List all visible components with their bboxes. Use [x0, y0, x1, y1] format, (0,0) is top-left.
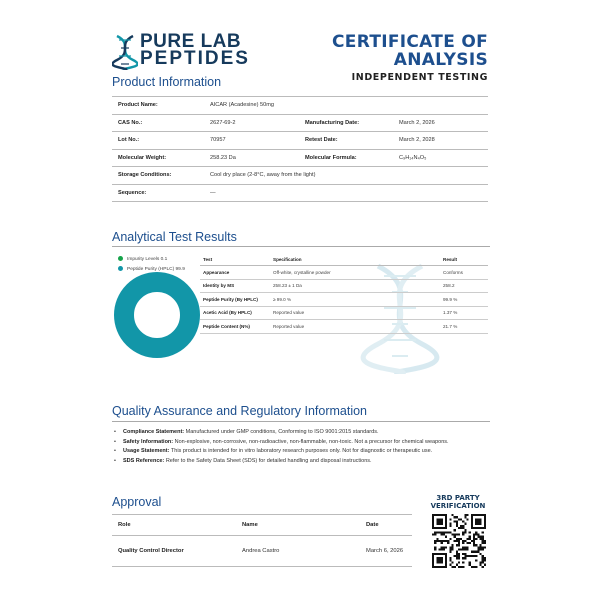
table-row — [112, 167, 488, 185]
test-name: Acetic Acid (By HPLC) — [200, 306, 270, 320]
qa-item-text: Refer to the Safety Data Sheet (SDS) for detailed handling and disposal instructions. — [165, 457, 372, 464]
test-result: 258.2 — [440, 279, 488, 293]
qa-item-label: Compliance Statement: — [123, 429, 185, 435]
test-name: Peptide Purity (By HPLC) — [200, 293, 270, 307]
storage-label: Storage Conditions: — [112, 167, 204, 185]
sequence-label: Sequence: — [112, 184, 204, 202]
table-row — [112, 184, 488, 202]
lot-label: Lot No.: — [112, 132, 204, 150]
mw-label: Molecular Weight: — [112, 149, 204, 167]
approval-date: March 6, 2026 — [360, 536, 412, 567]
test-result: Conforms — [440, 266, 488, 280]
test-spec: 258.23 ± 1 Da — [270, 279, 440, 293]
col-header-name: Name — [236, 515, 360, 536]
mw-value: 258.23 Da — [204, 149, 299, 167]
col-header-date: Date — [360, 515, 412, 536]
test-name: Appearance — [200, 266, 270, 280]
donut-slice-purity — [124, 282, 190, 348]
table-row — [112, 114, 488, 132]
analytical-results-table — [200, 254, 488, 334]
legend-dot-impurity — [118, 256, 123, 261]
test-spec: Reported value — [270, 320, 440, 334]
qa-item-label: Usage Statement: — [123, 448, 170, 455]
qa-item-text: Manufactured under GMP conditions, Conforming to ISO 9001:2015 standards. — [185, 429, 379, 435]
purity-donut-chart — [114, 272, 200, 358]
table-row — [200, 279, 488, 293]
product-section-title: Product Information — [112, 75, 222, 89]
test-result: 99.9 % — [440, 293, 488, 307]
test-name: Identity by MS — [200, 279, 270, 293]
storage-value: Cool dry place (2-8°C, away from the light) — [204, 167, 488, 185]
verify-line2: VERIFICATION — [430, 502, 486, 510]
qa-list — [112, 428, 490, 466]
table-row — [112, 97, 488, 115]
title-line1: CERTIFICATE OF — [332, 32, 488, 52]
table-row — [112, 149, 488, 167]
product-name-value: AICAR (Acadesine) 50mg — [204, 97, 488, 115]
qa-item-text: This product is intended for in vitro laboratory research purposes only. Not for diagnostic or therapeutic use. — [170, 448, 433, 455]
col-header-result: Result — [440, 254, 488, 266]
verification-label — [428, 494, 488, 510]
qr-code-icon[interactable] — [432, 514, 486, 568]
approver-role: Quality Control Director — [112, 536, 236, 567]
product-name-label: Product Name: — [112, 97, 204, 115]
approval-table — [112, 514, 412, 567]
table-header-row — [112, 515, 412, 536]
verify-line1: 3RD PARTY — [436, 494, 480, 502]
document-subtitle: INDEPENDENT TESTING — [351, 72, 488, 83]
table-header-row — [200, 254, 488, 266]
table-row — [200, 306, 488, 320]
document-title — [332, 33, 488, 69]
list-item — [112, 438, 490, 447]
section-divider — [112, 421, 490, 422]
test-name: Peptide Content (N%) — [200, 320, 270, 334]
analytical-section-title: Analytical Test Results — [112, 230, 237, 244]
qa-item-text: Non-explosive, non-corrosive, non-radioactive, non-flammable, non-toxic. Not a precursor for chemical weapons. — [174, 438, 449, 445]
test-spec: Off-white, crystalline powder — [270, 266, 440, 280]
legend-label-purity: Peptide Purity (HPLC) 99.9 — [127, 267, 185, 272]
qa-item-label: SDS Reference: — [123, 457, 165, 464]
mfg-date-value: March 2, 2026 — [393, 114, 488, 132]
table-row — [200, 293, 488, 307]
lot-value: 70957 — [204, 132, 299, 150]
formula-label: Molecular Formula: — [299, 149, 393, 167]
col-header-role: Role — [112, 515, 236, 536]
formula-value: C₉H₁₄N₄O₅ — [393, 149, 488, 167]
list-item — [112, 428, 490, 437]
qa-item-label: Safety Information: — [123, 438, 174, 445]
table-row — [200, 320, 488, 334]
list-item — [112, 447, 490, 456]
qa-section-title: Quality Assurance and Regulatory Information — [112, 404, 367, 418]
cas-label: CAS No.: — [112, 114, 204, 132]
table-row — [112, 536, 412, 567]
legend-item — [118, 255, 185, 265]
test-spec: Reported value — [270, 306, 440, 320]
approver-name: Andrea Castro — [236, 536, 360, 567]
product-info-table — [112, 96, 488, 202]
brand-logo — [140, 33, 250, 67]
retest-date-value: March 2, 2028 — [393, 132, 488, 150]
logo-line1: PURE LAB — [140, 31, 242, 52]
list-item — [112, 457, 490, 466]
logo-line2: PEPTIDES — [140, 48, 250, 69]
section-divider — [112, 246, 490, 247]
test-spec: ≥ 99.0 % — [270, 293, 440, 307]
legend-label-impurity: Impurity Levels 0.1 — [127, 257, 168, 262]
table-row — [200, 266, 488, 280]
sequence-value: — — [204, 184, 488, 202]
retest-date-label: Retest Date: — [299, 132, 393, 150]
dna-logo-icon — [112, 34, 138, 70]
col-header-test: Test — [200, 254, 270, 266]
table-row — [112, 132, 488, 150]
cas-value: 2627-69-2 — [204, 114, 299, 132]
col-header-spec: Specification — [270, 254, 440, 266]
title-line2: ANALYSIS — [393, 50, 488, 70]
test-result: 1.37 % — [440, 306, 488, 320]
mfg-date-label: Manufacturing Date: — [299, 114, 393, 132]
approval-section-title: Approval — [112, 495, 162, 509]
legend-dot-purity — [118, 266, 123, 271]
test-result: 21.7 % — [440, 320, 488, 334]
